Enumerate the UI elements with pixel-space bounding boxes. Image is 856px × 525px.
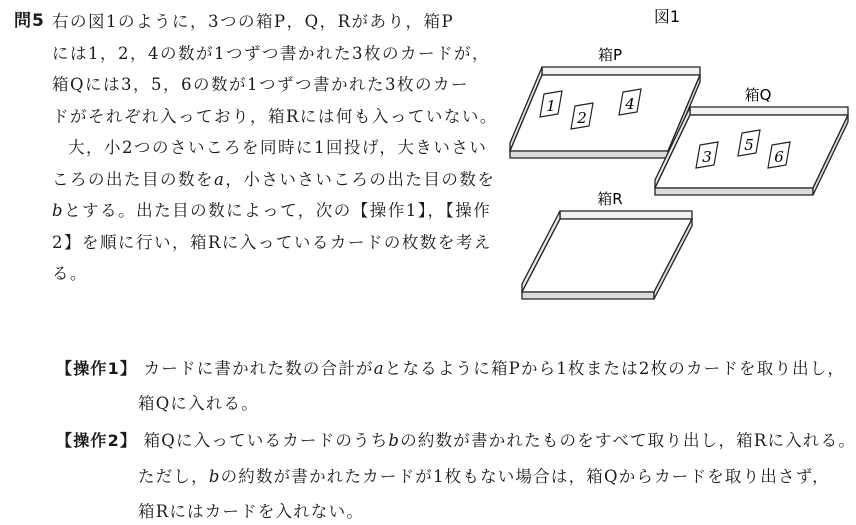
- card-p-2-number: 2: [577, 109, 587, 127]
- op1-variable-a: a: [373, 359, 385, 378]
- intro-line-1: 右の図1のように，3つの箱P，Q，Rがあり，箱P: [52, 12, 455, 31]
- card-q-5: [738, 130, 760, 156]
- box-p-label: 箱P: [597, 46, 623, 64]
- card-q-6: [768, 142, 790, 168]
- intro-line-2: には1，2，4の数が1つずつ書かれた3枚のカードが，: [52, 43, 490, 63]
- intro-line-4: ドがそれぞれ入っており，箱Rには何も入っていない。: [52, 106, 498, 126]
- op2-text-a: 箱Qに入っているカードのうち: [143, 431, 389, 450]
- op1-text-b: となるように箱Pから1枚または2枚のカードを取り出し，: [384, 359, 846, 378]
- op1-line-1: [56, 355, 845, 379]
- box-q-label: 箱Q: [744, 86, 772, 104]
- op2-line-3: 箱Rにはカードを入れない。: [138, 502, 365, 521]
- card-q-3: [696, 142, 718, 168]
- intro-line-7: [52, 195, 492, 227]
- card-q-3-number: 3: [702, 148, 712, 166]
- intro-line-3: 箱Qには3，5，6の数が1つずつ書かれた3枚のカー: [52, 75, 470, 94]
- variable-a: a: [214, 169, 226, 189]
- question-number: 問5: [14, 11, 45, 31]
- figure-boxes-diagram: [500, 0, 856, 330]
- op2-line-2-text-a: ただし，: [138, 467, 209, 486]
- card-q-5-number: 5: [744, 136, 754, 154]
- op2-line-2: [138, 463, 830, 487]
- intro-line-6-text-b: ，小さいさいころの出た目の数を: [225, 169, 496, 189]
- card-p-2: [571, 103, 593, 129]
- box-r-label: 箱R: [597, 190, 623, 208]
- card-p-4: [619, 89, 641, 115]
- intro-line-8: 2】を順に行い，箱Rに入っているカードの枚数を考え: [52, 232, 492, 252]
- figure-title: 図1: [653, 7, 681, 26]
- intro-line-6: [52, 164, 496, 196]
- op2-line-2-text-b: の約数が書かれたカードが1枚もない場合は，箱Qからカードを取り出さず，: [220, 467, 830, 486]
- card-p-1: [540, 91, 562, 117]
- question-intro: [52, 6, 498, 290]
- variable-b: b: [52, 201, 65, 220]
- intro-line-5: 大，小2つのさいころを同時に1回投げ，大きいさい: [68, 138, 488, 157]
- op2-line-2-variable-b: b: [208, 467, 221, 486]
- figure-1: [500, 0, 856, 330]
- intro-line-7-text: とする。出た目の数によって，次の【操作1】，【操作: [64, 201, 492, 220]
- intro-line-9: る。: [52, 264, 88, 283]
- box-r: [522, 211, 692, 299]
- card-q-6-number: 6: [774, 148, 784, 166]
- card-p-4-number: 4: [625, 95, 635, 113]
- op2-heading: 【操作2】: [56, 431, 138, 450]
- card-p-1-number: 1: [546, 97, 556, 115]
- op1-line-2: 箱Qに入れる。: [138, 394, 259, 413]
- op2-text-b: の約数が書かれたものをすべて取り出し，箱Rに入れる。: [400, 431, 856, 450]
- op1-text-a: カードに書かれた数の合計が: [143, 359, 374, 378]
- intro-line-6-text-a: ころの出た目の数を: [52, 169, 214, 189]
- op1-heading: 【操作1】: [56, 359, 138, 378]
- op2-variable-b: b: [388, 431, 401, 450]
- op2-line-1: [56, 427, 856, 451]
